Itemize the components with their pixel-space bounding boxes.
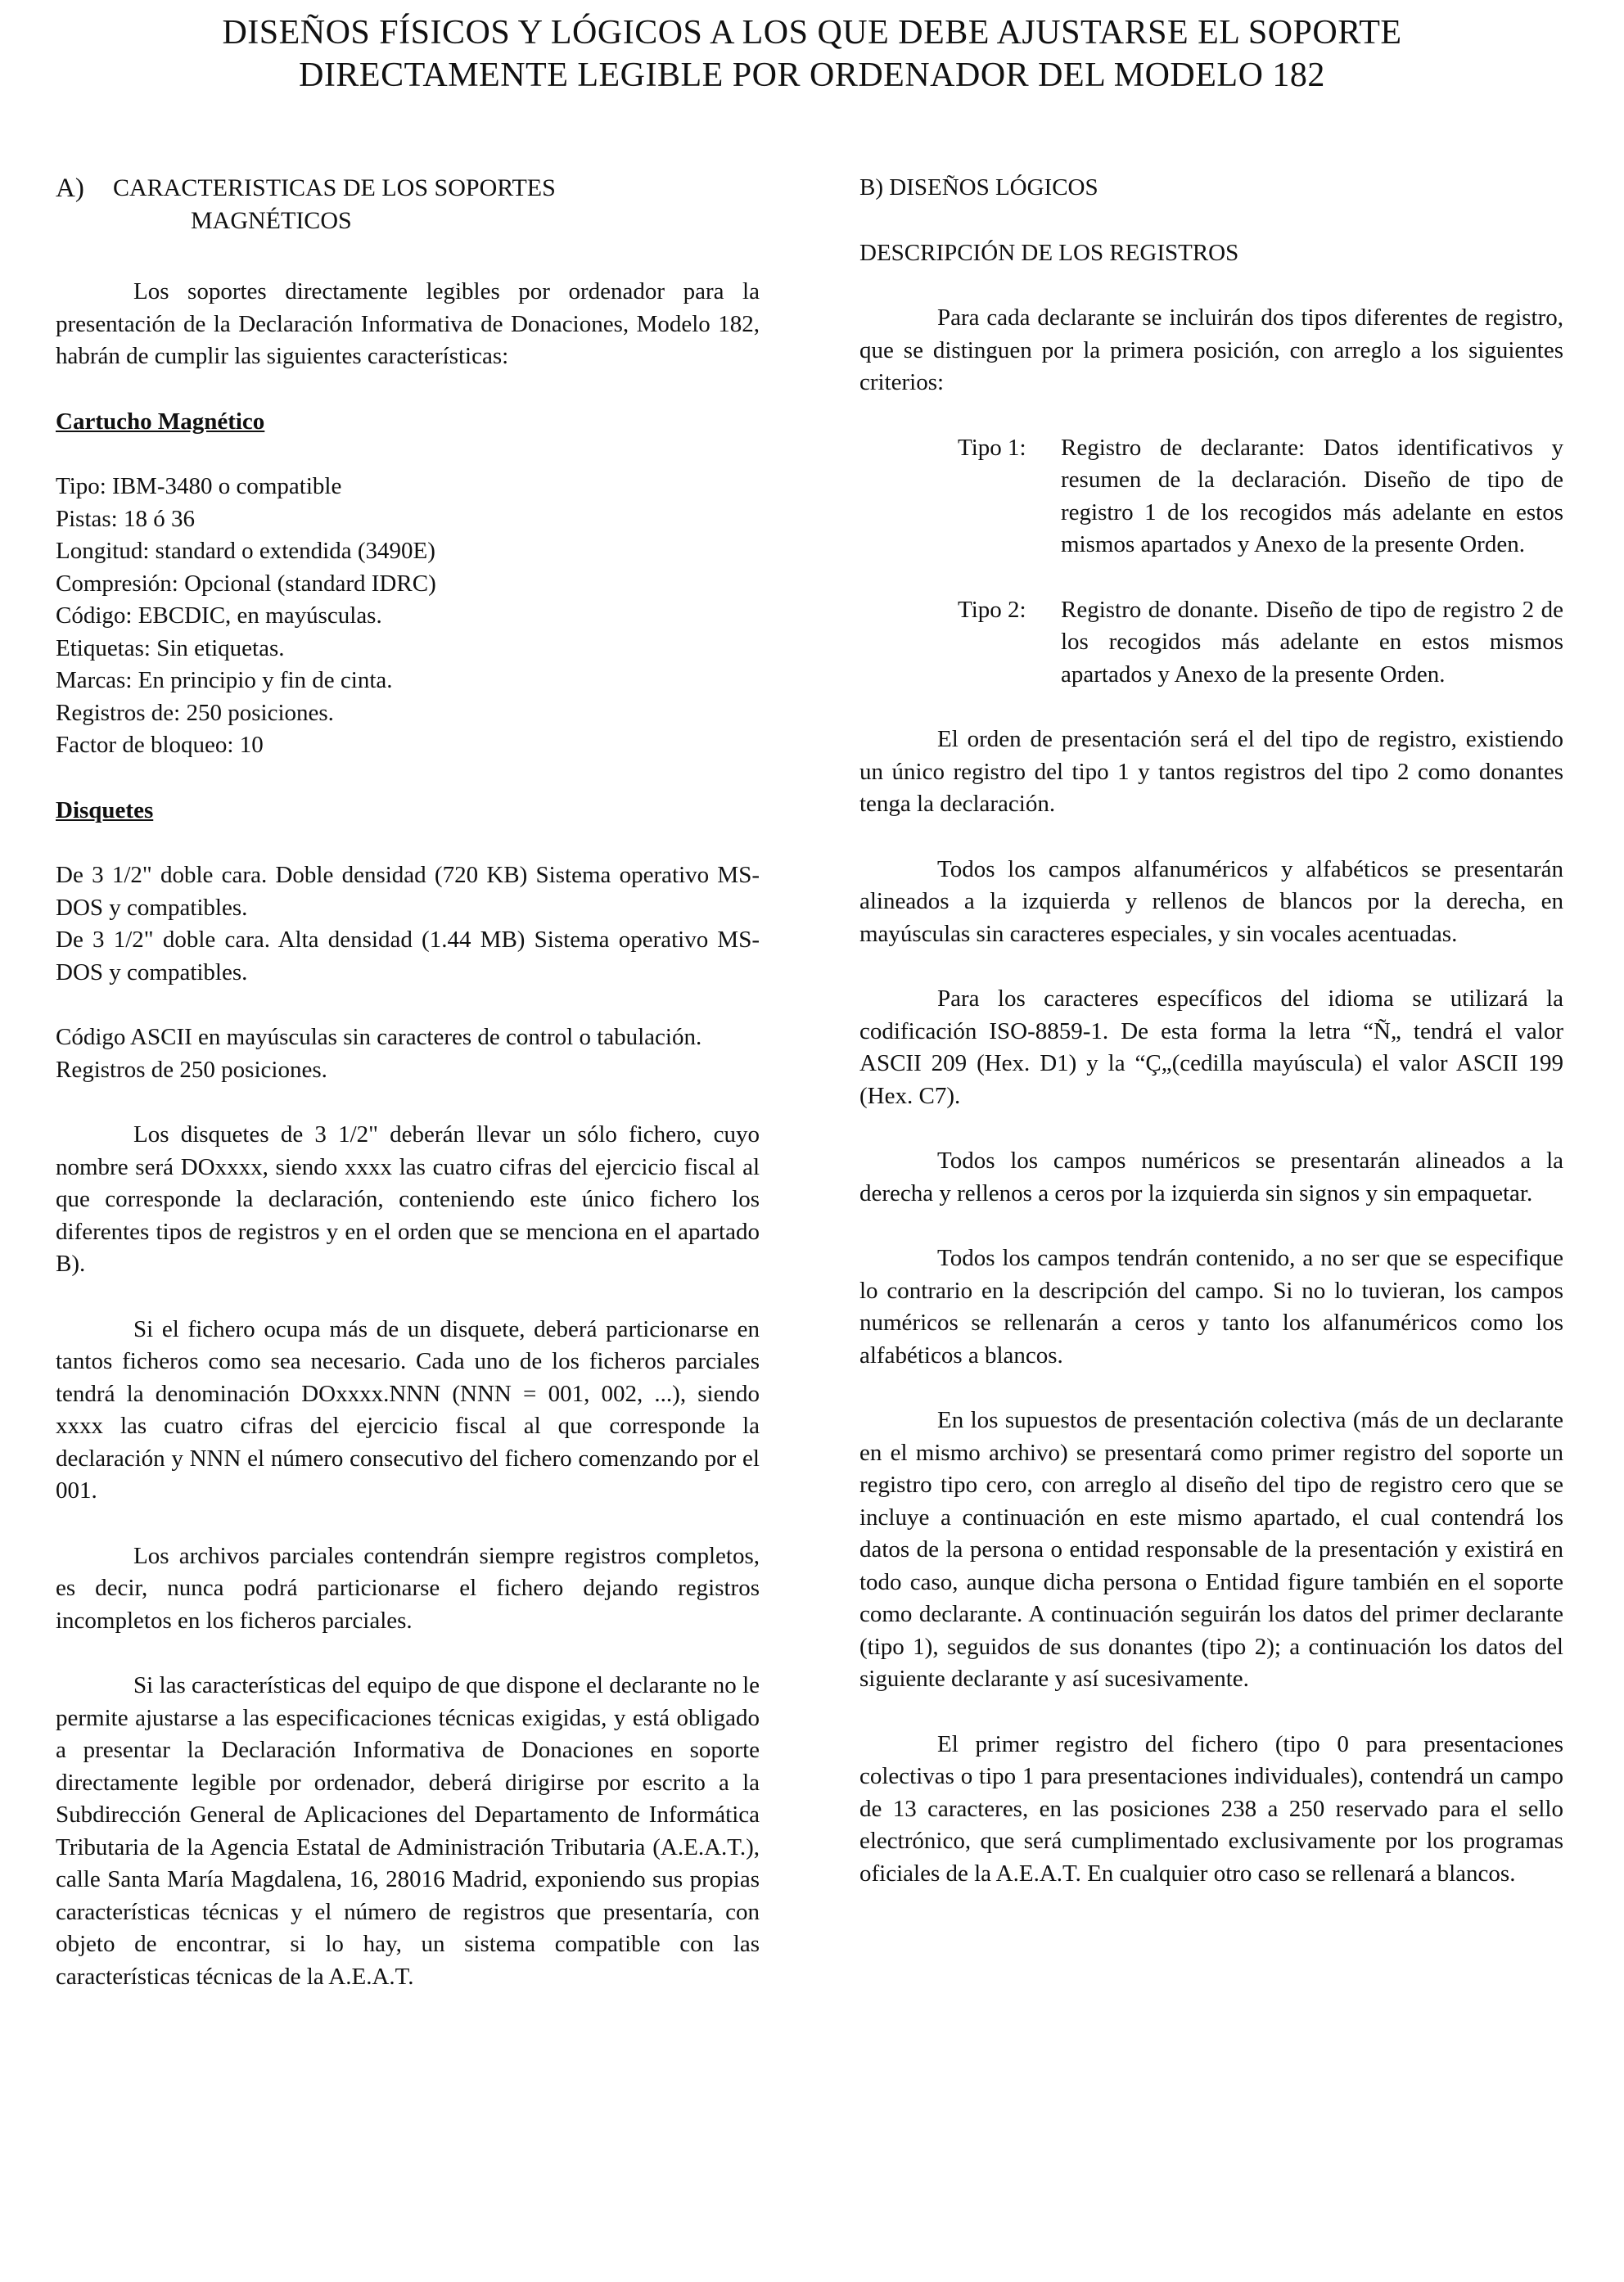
spec-etiquetas: Etiquetas: Sin etiquetas. [56, 634, 285, 661]
left-column [56, 172, 760, 1993]
spec-tipo: Tipo: IBM-3480 o compatible [56, 473, 342, 499]
section-b-heading: B) DISEÑOS LÓGICOS [859, 174, 1098, 201]
tipo-1-text: Registro de declarante: Datos identificativos y resumen de la declaración. Diseño de tipo de registro 1 de los recogidos más adelante en estos mismos apartados y Anexo de la presente Orden. [1061, 434, 1563, 557]
tipo-1-label: Tipo 1: [958, 434, 1026, 461]
spec-codigo: Código: EBCDIC, en mayúsculas. [56, 602, 382, 629]
section-a-title-line-1: CARACTERISTICAS DE LOS SOPORTES [113, 174, 556, 201]
paragraph-intro-registros: Para cada declarante se incluirán dos tipos diferentes de registro, que se distinguen por la primera posición, con arreglo a los siguientes criterios: [859, 304, 1563, 395]
intro-paragraph: Los soportes directamente legibles por ordenador para la presentación de la Declaración Informativa de Donaciones, Modelo 182, habrán de cumplir las siguientes características: [56, 278, 760, 369]
spec-factor-bloqueo: Factor de bloqueo: 10 [56, 732, 264, 758]
paragraph-caracteristicas: Si las características del equipo de que dispone el declarante no le permite ajustarse a las especificaciones técnicas exigidas, y está obligado a presentar la Declaración Informativa de Donaciones en soporte directamente legible por ordenador, deberá dirigirse por escrito a la Subdirección General de Aplicaciones del Departamento de Informática Tributaria de la Agencia Estatal de Administración Tributaria (A.E.A.T.), calle Santa María Magdalena, 16, 28016 Madrid, exponiendo sus propias características técnicas y el número de registros que presentaría, con objeto de encontrar, si lo hay, un sistema compatible con las características técnicas de la A.E.A.T. [56, 1672, 760, 1990]
cartucho-specs-list [56, 471, 760, 762]
spec-longitud: Longitud: standard o extendida (3490E) [56, 538, 435, 564]
paragraph-alfanumericos: Todos los campos alfanuméricos y alfabéticos se presentarán alineados a la izquierda y rellenos de blancos por la derecha, en mayúsculas sin caracteres especiales, y sin vocales acentuadas. [859, 855, 1563, 947]
tipo-2-item [958, 594, 1563, 692]
paragraph-primer-registro: El primer registro del fichero (tipo 0 para presentaciones colectivas o tipo 1 para presentaciones individuales), contendrá un campo de 13 caracteres, en las posiciones 238 a 250 reservado para el sello electrónico, que será cumplimentado exclusivamente por los programas oficiales de la A.E.A.T. En cualquier otro caso se rellenará a blancos. [859, 1730, 1563, 1887]
disquete-doble-densidad: De 3 1/2" doble cara. Doble densidad (720 KB) Sistema operativo MS-DOS y compatibles. [56, 862, 760, 921]
paragraph-colectiva: En los supuestos de presentación colectiva (más de un declarante en el mismo archivo) se presentará como primer registro del soporte un registro tipo cero, con arreglo al diseño del tipo de registro cero que se incluye a continuación en este mismo apartado, el cual contendrá los datos de la persona o entidad responsable de la presentación y existirá en todo caso, aunque dicha persona o Entidad figure también en el soporte como declarante. A continuación seguirán los datos del primer declarante (tipo 1), seguidos de sus donantes (tipo 2); a continuación los datos del siguiente declarante y así sucesivamente. [859, 1407, 1563, 1692]
tipo-2-text: Registro de donante. Diseño de tipo de registro 2 de los recogidos más adelante en estos mismos apartados y Anexo de la presente Orden. [1061, 596, 1563, 688]
tipo-2-label: Tipo 2: [958, 596, 1026, 623]
paragraph-iso: Para los caracteres específicos del idioma se utilizará la codificación ISO-8859-1. De esta forma la letra “Ñ„ tendrá el valor ASCII 209 (Hex. D1) y la “Ç„(cedilla mayúscula) el valor ASCII 199 (Hex. C7). [859, 985, 1563, 1109]
paragraph-disquetes: Los disquetes de 3 1/2" deberán llevar un sólo fichero, cuyo nombre será DOxxxx, siendo xxxx las cuatro cifras del ejercicio fiscal al que corresponde la declaración, conteniendo este único fichero los diferentes tipos de registros y en el orden que se menciona en el apartado B). [56, 1121, 760, 1277]
disquetes-heading-wrap [56, 795, 760, 828]
title-line-1: DISEÑOS FÍSICOS Y LÓGICOS A LOS QUE DEBE AJUSTARSE EL SOPORTE [222, 14, 1402, 52]
paragraph-numericos: Todos los campos numéricos se presentarán alineados a la derecha y rellenos a ceros por la izquierda sin signos y sin empaquetar. [859, 1148, 1563, 1206]
paragraph-fichero: Si el fichero ocupa más de un disquete, deberá particionarse en tantos ficheros como sea necesario. Cada uno de los ficheros parciales tendrá la denominación DOxxxx.NNN (NNN = 001, 002, ...), siendo xxxx las cuatro cifras del ejercicio fiscal al que corresponde la declaración y NNN el número consecutivo del fichero comenzando por el 001. [56, 1315, 760, 1504]
section-a-title [113, 172, 760, 237]
codigo-ascii: Código ASCII en mayúsculas sin caracteres de control o tabulación. [56, 1024, 702, 1050]
spec-registros: Registros de: 250 posiciones. [56, 699, 334, 726]
paragraph-orden: El orden de presentación será el del tipo de registro, existiendo un único registro del tipo 1 y tantos registros del tipo 2 como donantes tenga la declaración. [859, 726, 1563, 817]
registros-250: Registros de 250 posiciones. [56, 1056, 327, 1083]
section-a-letter: A) [56, 174, 84, 203]
paragraph-contenido: Todos los campos tendrán contenido, a no ser que se especifique lo contrario en la descripción del campo. Si no lo tuvieran, los campos numéricos se rellenarán a ceros y tanto los alfanuméricos como los alfabéticos a blancos. [859, 1245, 1563, 1369]
description-heading: DESCRIPCIÓN DE LOS REGISTROS [859, 239, 1239, 266]
spec-compresion: Compresión: Opcional (standard IDRC) [56, 570, 436, 597]
right-column [859, 172, 1563, 1890]
disquetes-heading: Disquetes [56, 796, 154, 823]
cartucho-heading-wrap [56, 406, 760, 439]
title-line-2: DIRECTAMENTE LEGIBLE POR ORDENADOR DEL MODELO 182 [299, 56, 1325, 94]
paragraph-archivos-parciales: Los archivos parciales contendrán siempre registros completos, es decir, nunca podrá particionarse el fichero dejando registros incompletos en los ficheros parciales. [56, 1542, 760, 1634]
document-title [0, 11, 1624, 97]
cartucho-heading: Cartucho Magnético [56, 408, 265, 435]
section-a-title-line-2: MAGNÉTICOS [191, 207, 352, 234]
spec-marcas: Marcas: En principio y fin de cinta. [56, 667, 393, 693]
section-a-heading [56, 172, 760, 237]
tipo-1-item [958, 432, 1563, 561]
disquete-alta-densidad: De 3 1/2" doble cara. Alta densidad (1.44 MB) Sistema operativo MS-DOS y compatibles. [56, 927, 760, 985]
spec-pistas: Pistas: 18 ó 36 [56, 505, 195, 532]
